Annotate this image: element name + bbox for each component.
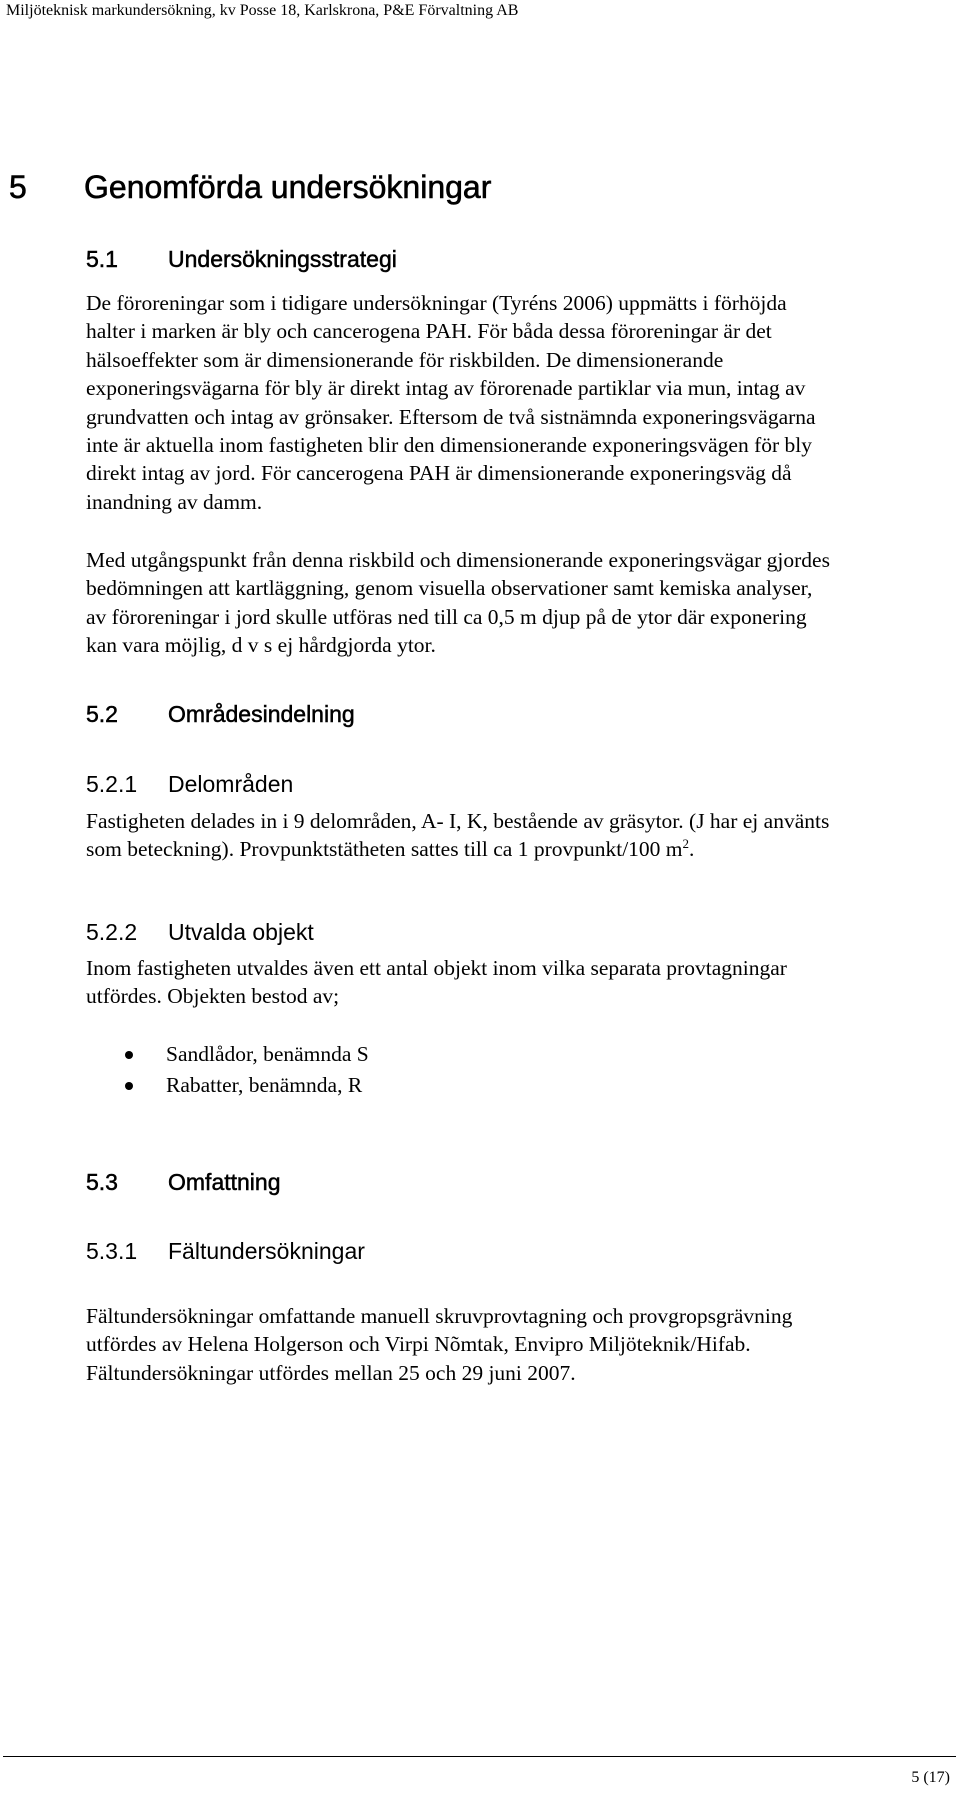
heading-number: 5.3 bbox=[86, 1169, 118, 1195]
paragraph-subareas bbox=[86, 807, 956, 864]
paragraph-fieldwork bbox=[86, 1302, 956, 1387]
text-line: exponeringsvägarna för bly är direkt intag av förorenade partiklar via mun, intag av bbox=[86, 376, 806, 401]
bullet-icon bbox=[125, 1051, 133, 1059]
heading-title: Delområden bbox=[168, 771, 294, 797]
text-line: Inom fastigheten utvaldes även ett antal objekt inom vilka separata provtagningar bbox=[86, 956, 787, 980]
text-line: Med utgångspunkt från denna riskbild och dimensionerande exponeringsvägar gjordes bbox=[86, 548, 830, 572]
heading-number: 5.2 bbox=[86, 701, 118, 727]
heading-number: 5.2.2 bbox=[86, 919, 138, 945]
text-line: utfördes av Helena Holgerson och Virpi Nõmtak, Envipro Miljöteknik/Hifab. bbox=[86, 1332, 751, 1357]
heading-5-2-2 bbox=[86, 918, 314, 946]
heading-number: 5.2.1 bbox=[86, 771, 138, 797]
text-line: direkt intag av jord. För cancerogena PAH är dimensionerande exponeringsväg då bbox=[86, 461, 792, 486]
text-line: De föroreningar som i tidigare undersökningar (Tyréns 2006) uppmätts i förhöjda bbox=[86, 291, 787, 315]
text-line: utfördes. Objekten bestod av; bbox=[86, 984, 340, 1009]
text-line: hälsoeffekter som är dimensionerande för riskbilden. De dimensionerande bbox=[86, 347, 724, 372]
heading-title: Områdesindelning bbox=[168, 701, 355, 727]
list-item-text: Rabatter, benämnda, R bbox=[166, 1073, 363, 1097]
heading-number: 5.3.1 bbox=[86, 1238, 138, 1264]
text-line: kan vara möjlig, d v s ej hårdgjorda ytor. bbox=[86, 633, 436, 658]
list-item bbox=[86, 1070, 369, 1101]
text-line: Fältundersökningar omfattande manuell skruvprovtagning och provgropsgrävning bbox=[86, 1304, 793, 1328]
section-number: 5 bbox=[9, 169, 27, 205]
page-number: 5 (17) bbox=[911, 1769, 950, 1786]
text-line: Fältundersökningar utfördes mellan 25 och 29 juni 2007. bbox=[86, 1360, 576, 1385]
section-heading-5 bbox=[9, 168, 491, 206]
text-line: inandning av damm. bbox=[86, 489, 263, 514]
section-title: Genomförda undersökningar bbox=[84, 169, 492, 205]
heading-5-2-1 bbox=[86, 770, 293, 798]
heading-5-2 bbox=[86, 700, 355, 728]
heading-title: Utvalda objekt bbox=[168, 919, 314, 945]
heading-5-3-1 bbox=[86, 1237, 365, 1265]
text-line: grundvatten och intag av grönsaker. Eftersom de två sistnämnda exponeringsvägarna bbox=[86, 404, 816, 429]
heading-title: Fältundersökningar bbox=[168, 1238, 365, 1264]
paragraph-objects bbox=[86, 954, 956, 1011]
text-line bbox=[86, 835, 956, 863]
superscript: 2 bbox=[682, 836, 690, 852]
text-line: Fastigheten delades in i 9 delområden, A- I, K, bestående av gräsytor. (J har ej använts bbox=[86, 809, 830, 833]
list-item-text: Sandlådor, benämnda S bbox=[166, 1042, 369, 1066]
text-line: av föroreningar i jord skulle utföras ned till ca 0,5 m djup på de ytor där exponering bbox=[86, 604, 807, 629]
bullet-icon bbox=[125, 1082, 133, 1090]
heading-5-1 bbox=[86, 245, 397, 273]
text-segment: som beteckning). Provpunktstätheten sattes till ca 1 provpunkt/100 m bbox=[86, 837, 683, 862]
running-header: Miljöteknisk markundersökning, kv Posse 18, Karlskrona, P&E Förvaltning AB bbox=[6, 2, 519, 19]
heading-title: Omfattning bbox=[168, 1169, 281, 1195]
heading-number: 5.1 bbox=[86, 246, 118, 272]
text-segment: . bbox=[689, 837, 695, 862]
text-line: bedömningen att kartläggning, genom visuella observationer samt kemiska analyser, bbox=[86, 576, 813, 601]
paragraph-strategy-1 bbox=[86, 289, 956, 516]
text-line: halter i marken är bly och cancerogena PAH. För båda dessa föroreningar är det bbox=[86, 319, 772, 344]
objects-list bbox=[86, 1039, 369, 1101]
paragraph-strategy-2 bbox=[86, 546, 956, 660]
list-item bbox=[86, 1039, 369, 1070]
heading-5-3 bbox=[86, 1168, 281, 1196]
footer-divider bbox=[3, 1756, 956, 1757]
text-line: inte är aktuella inom fastigheten blir den dimensionerande exponeringsvägen för bly bbox=[86, 433, 812, 458]
heading-title: Undersökningsstrategi bbox=[168, 246, 397, 272]
